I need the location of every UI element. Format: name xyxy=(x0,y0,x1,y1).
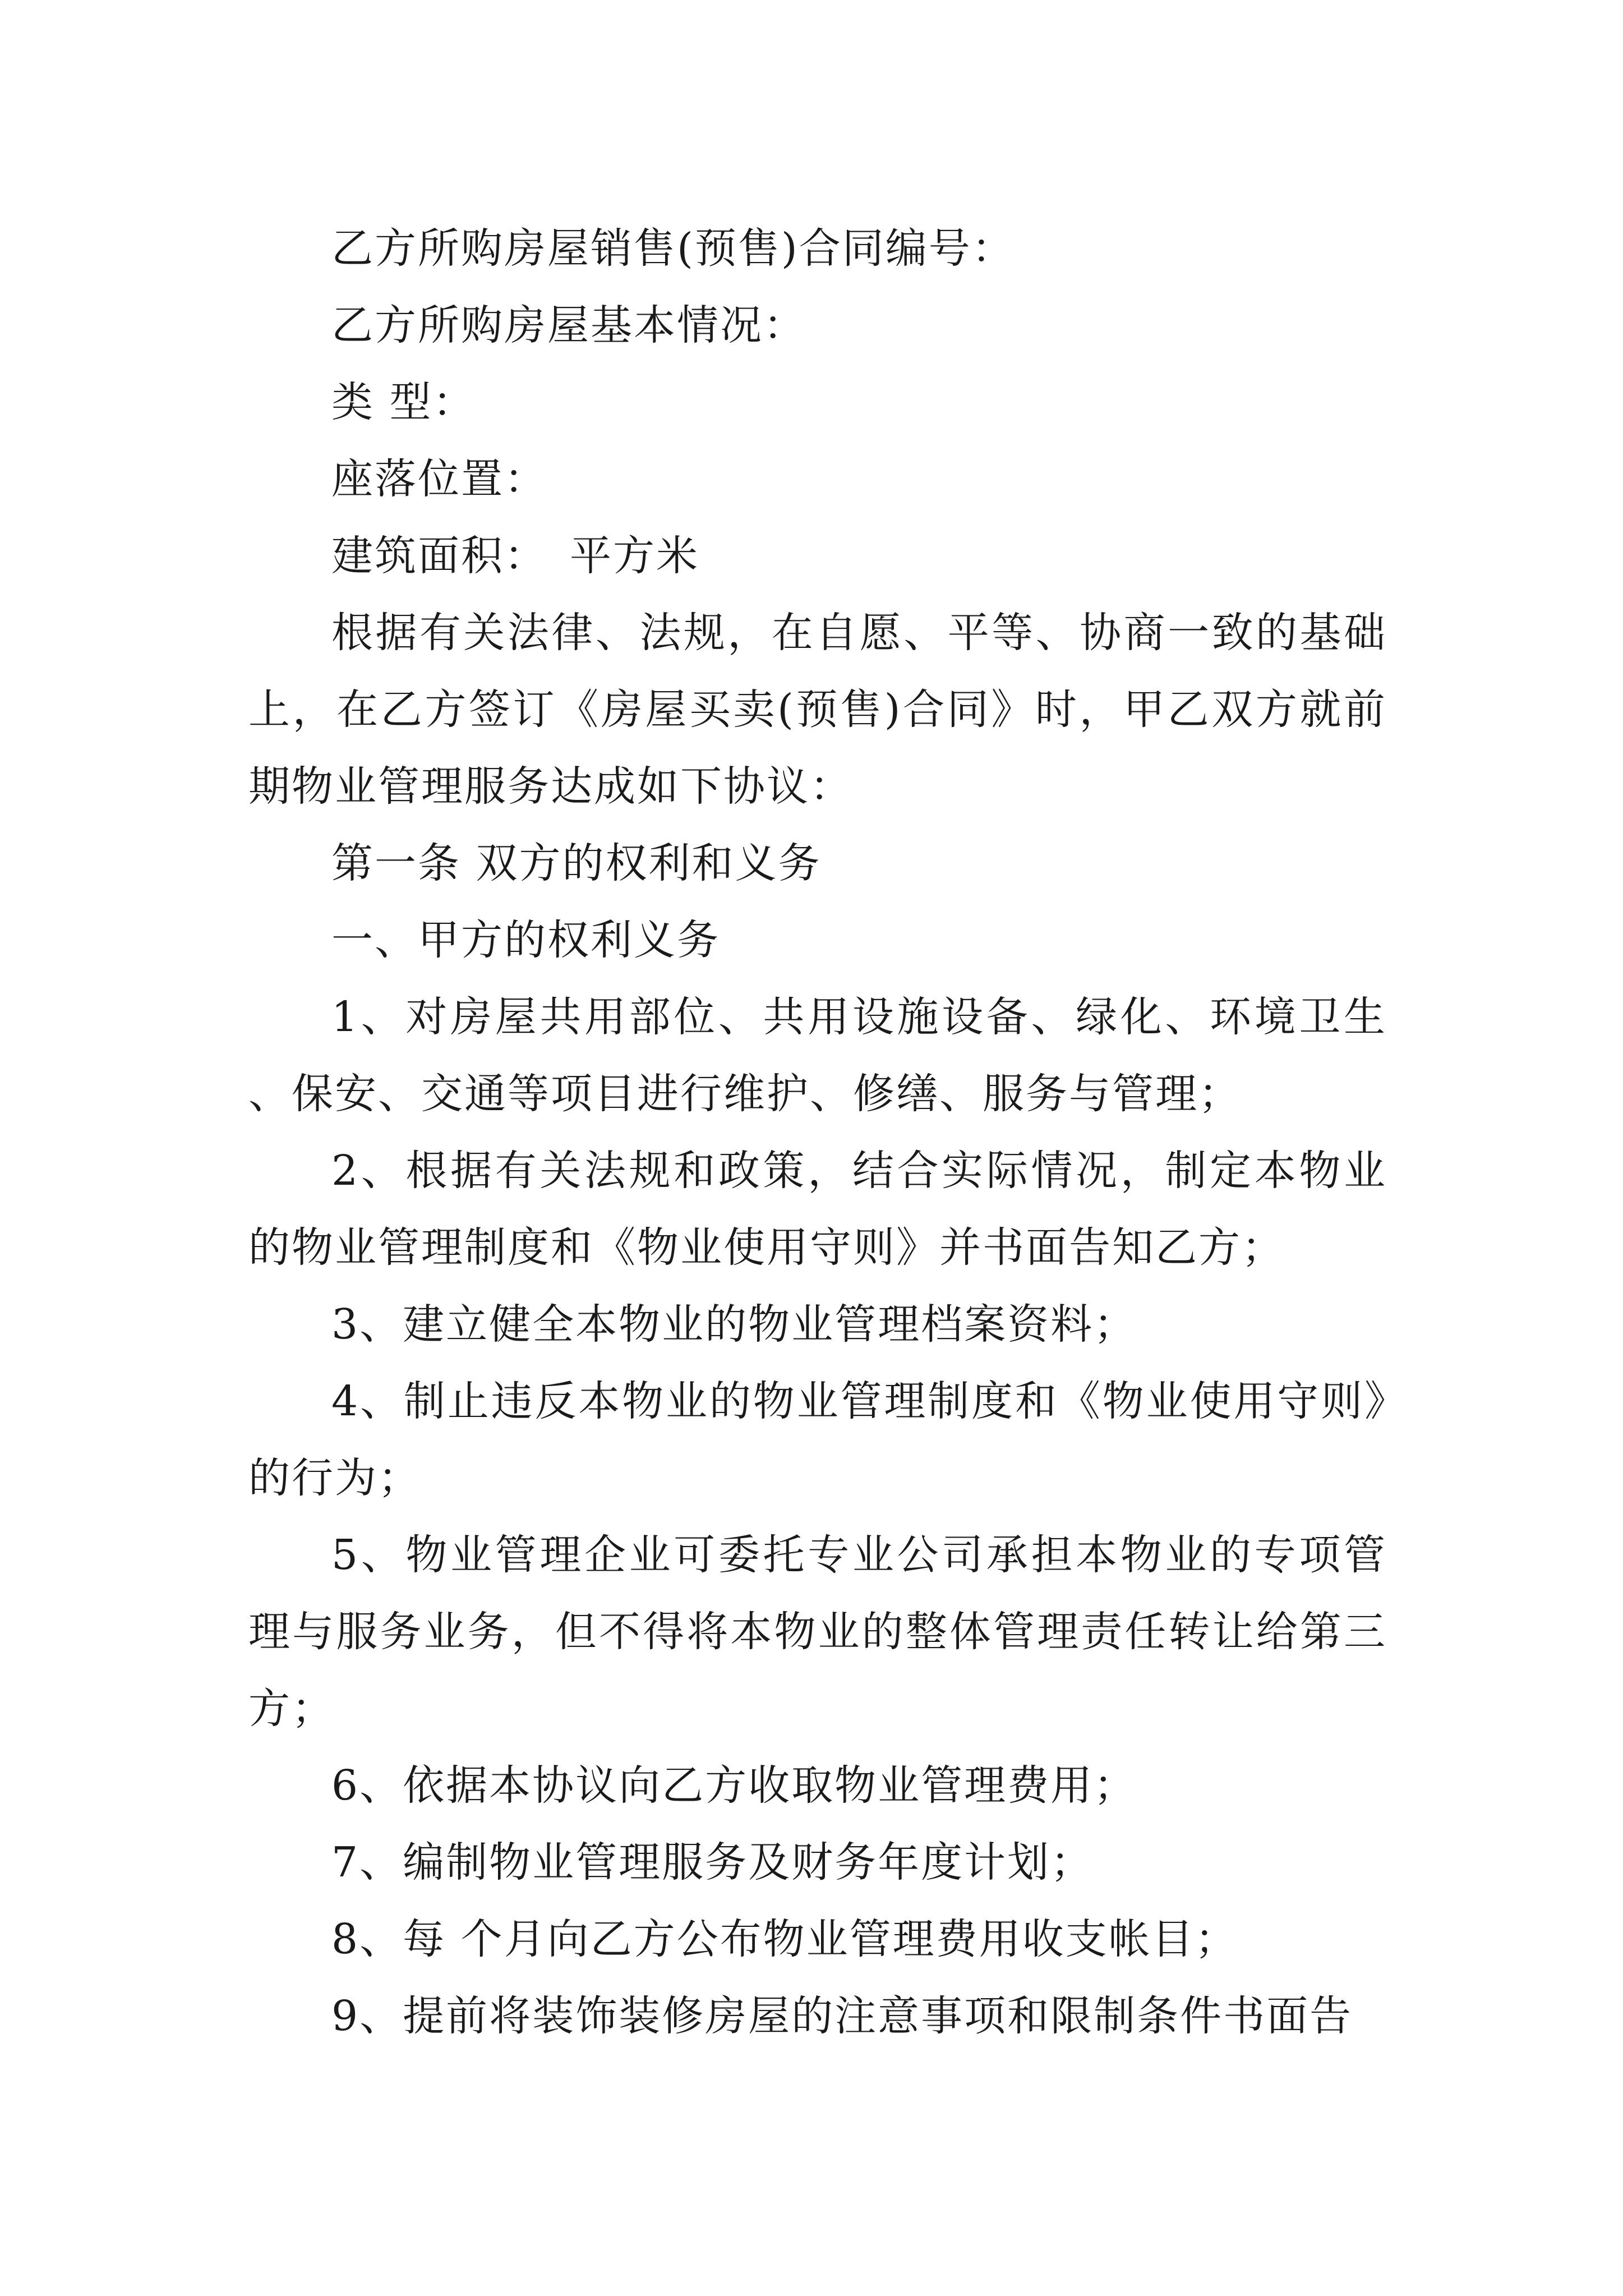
clause-6: 6、依据本协议向乙方收取物业管理费用； xyxy=(331,1761,1137,1810)
house-location-line: 座落位置： xyxy=(331,455,547,503)
clause-4: 4、制止违反本物业的物业管理制度和《物业使用守则》的行为； xyxy=(248,1377,1387,1502)
clause-7: 7、编制物业管理服务及财务年度计划； xyxy=(331,1838,1094,1887)
party-a-rights-heading: 一、甲方的权利义务 xyxy=(331,916,720,964)
clause-5: 5、物业管理企业可委托专业公司承担本物业的专项管理与服务业务，但不得将本物业的整体管理责任转让给第三方； xyxy=(248,1531,1387,1733)
clause-9: 9、提前将装饰装修房屋的注意事项和限制条件书面告 xyxy=(331,1992,1353,2040)
clause-2: 2、根据有关法规和政策，结合实际情况，制定本物业的物业管理制度和《物业使用守则》并书面告知乙方； xyxy=(248,1147,1387,1272)
contract-number-line: 乙方所购房屋销售(预售)合同编号： xyxy=(331,224,1015,273)
clause-3: 3、建立健全本物业的物业管理档案资料； xyxy=(331,1300,1137,1349)
building-area-line: 建筑面积： 平方米 xyxy=(331,532,699,580)
house-type-line: 类 型： xyxy=(331,378,476,426)
clause-1: 1、对房屋共用部位、共用设施设备、绿化、环境卫生、保安、交通等项目进行维护、修缮、服务与管理； xyxy=(248,993,1387,1118)
document-body xyxy=(248,210,1387,2055)
agreement-preamble: 根据有关法律、法规，在自愿、平等、协商一致的基础上，在乙方签订《房屋买卖(预售)合同》时，甲乙双方就前期物业管理服务达成如下协议： xyxy=(248,609,1387,811)
article-one-heading: 第一条 双方的权利和义务 xyxy=(331,839,822,887)
clause-8: 8、每 个月向乙方公布物业管理费用收支帐目； xyxy=(331,1915,1238,1963)
house-basic-info-line: 乙方所购房屋基本情况： xyxy=(331,301,806,349)
